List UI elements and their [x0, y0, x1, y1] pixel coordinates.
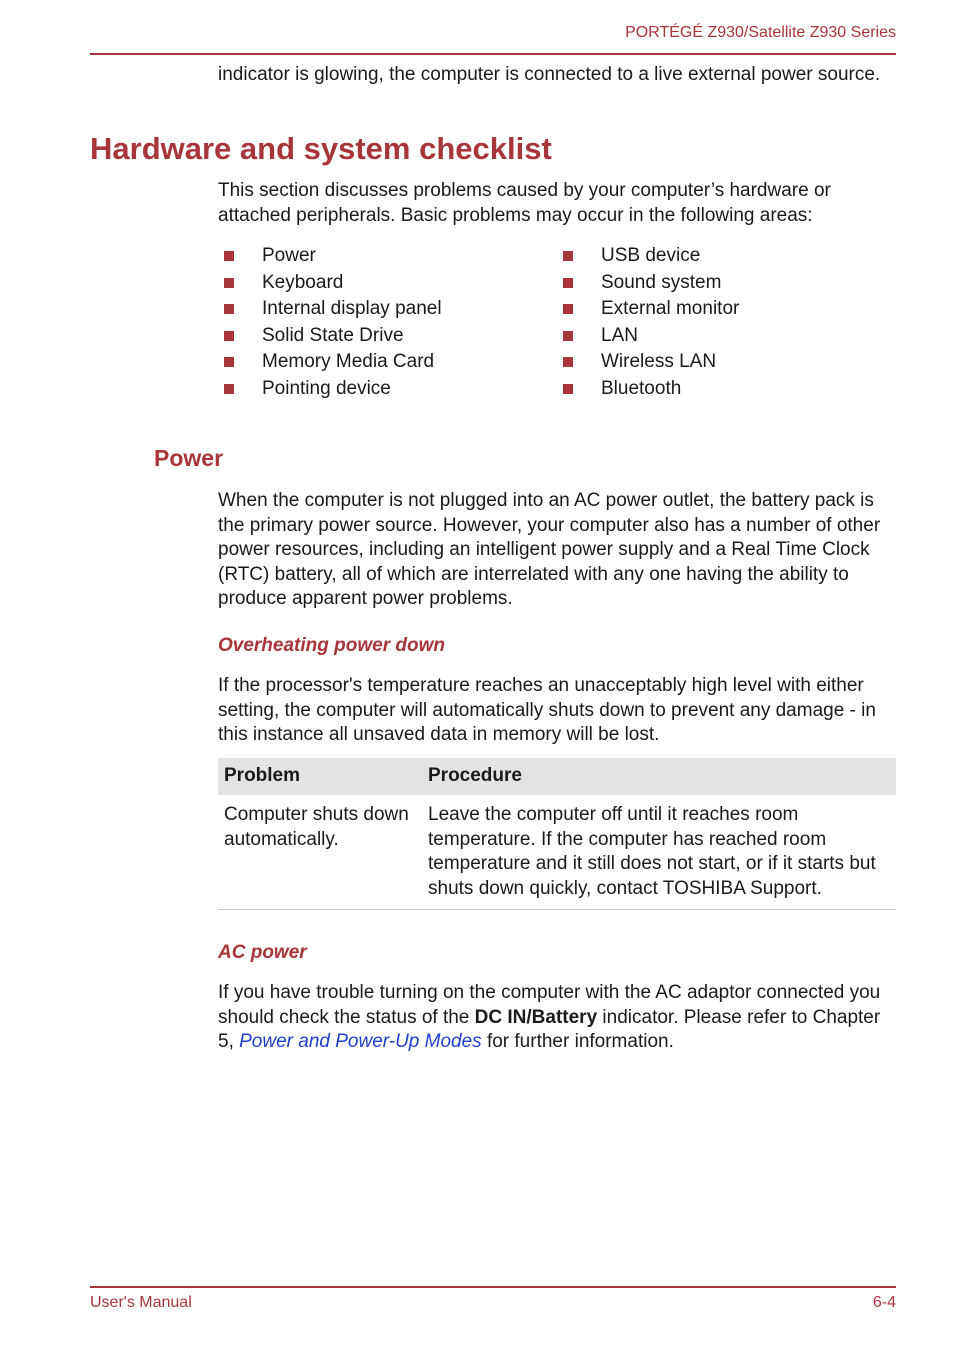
- square-bullet-icon: [224, 251, 234, 261]
- running-header: PORTÉGÉ Z930/Satellite Z930 Series: [625, 24, 896, 41]
- square-bullet-icon: [224, 384, 234, 394]
- square-bullet-icon: [563, 278, 573, 288]
- footer-rule: [90, 1286, 896, 1288]
- list-item: Sound system: [557, 270, 887, 297]
- list-item: Solid State Drive: [218, 323, 548, 350]
- procedure-cell: Leave the computer off until it reaches room temperature. If the computer has reached room temperature and it still does not start, or if it starts but shuts down quickly, contact TOSHIBA Support.: [428, 804, 876, 899]
- list-item: External monitor: [557, 296, 887, 323]
- list-item: Pointing device: [218, 376, 548, 403]
- square-bullet-icon: [224, 278, 234, 288]
- table-bottom-rule: [218, 909, 896, 910]
- overheating-heading: Overheating power down: [218, 635, 445, 656]
- square-bullet-icon: [563, 384, 573, 394]
- list-item: Power: [218, 243, 548, 270]
- power-modes-link[interactable]: Power and Power-Up Modes: [239, 1031, 482, 1052]
- square-bullet-icon: [563, 331, 573, 341]
- square-bullet-icon: [224, 331, 234, 341]
- dc-in-battery-label: DC IN/Battery: [474, 1006, 598, 1028]
- square-bullet-icon: [563, 304, 573, 314]
- table-header-row: [218, 758, 896, 795]
- overheating-paragraph: If the processor's temperature reaches an unacceptably high level with either setting, the computer will automatically shuts down to prevent any damage - in this instance all unsaved data in memory will be lost.: [218, 675, 876, 745]
- list-item: LAN: [557, 323, 887, 350]
- checklist-right: [557, 243, 887, 403]
- ac-power-heading: AC power: [218, 942, 307, 963]
- table-row: [218, 795, 896, 909]
- footer-manual-title: User's Manual: [90, 1294, 192, 1311]
- checklist-left: [218, 243, 548, 403]
- intro-paragraph: indicator is glowing, the computer is connected to a live external power source.: [218, 64, 881, 85]
- list-item: Bluetooth: [557, 376, 887, 403]
- header-rule: [90, 53, 896, 55]
- square-bullet-icon: [563, 251, 573, 261]
- list-item: Wireless LAN: [557, 349, 887, 376]
- problem-cell: Computer shuts down automatically.: [224, 804, 409, 850]
- list-item: Memory Media Card: [218, 349, 548, 376]
- power-paragraph: When the computer is not plugged into an AC power outlet, the battery pack is the primary power source. However, your computer also has a number of other power resources, including an intelligent power supply and a Real Time Clock (RTC) battery, all of which are interrelated with any one having the ability to produce apparent power problems.: [218, 490, 881, 609]
- page-number: 6-4: [872, 1294, 896, 1311]
- section-paragraph: This section discusses problems caused by your computer’s hardware or attached peripherals. Basic problems may occur in the following areas:: [218, 180, 831, 226]
- power-heading: Power: [154, 445, 224, 471]
- ac-power-paragraph: If you have trouble turning on the computer with the AC adaptor connected you should check the status of the DC IN/Battery indicator. Please refer to Chapter 5, Power and Power-Up Modes for further information.: [218, 982, 881, 1052]
- problem-procedure-table: [218, 758, 896, 910]
- column-header-problem: Problem: [218, 758, 422, 795]
- square-bullet-icon: [563, 357, 573, 367]
- section-title: Hardware and system checklist: [90, 131, 552, 166]
- column-header-procedure: Procedure: [422, 758, 896, 795]
- list-item: Internal display panel: [218, 296, 548, 323]
- square-bullet-icon: [224, 304, 234, 314]
- list-item: Keyboard: [218, 270, 548, 297]
- list-item: USB device: [557, 243, 887, 270]
- square-bullet-icon: [224, 357, 234, 367]
